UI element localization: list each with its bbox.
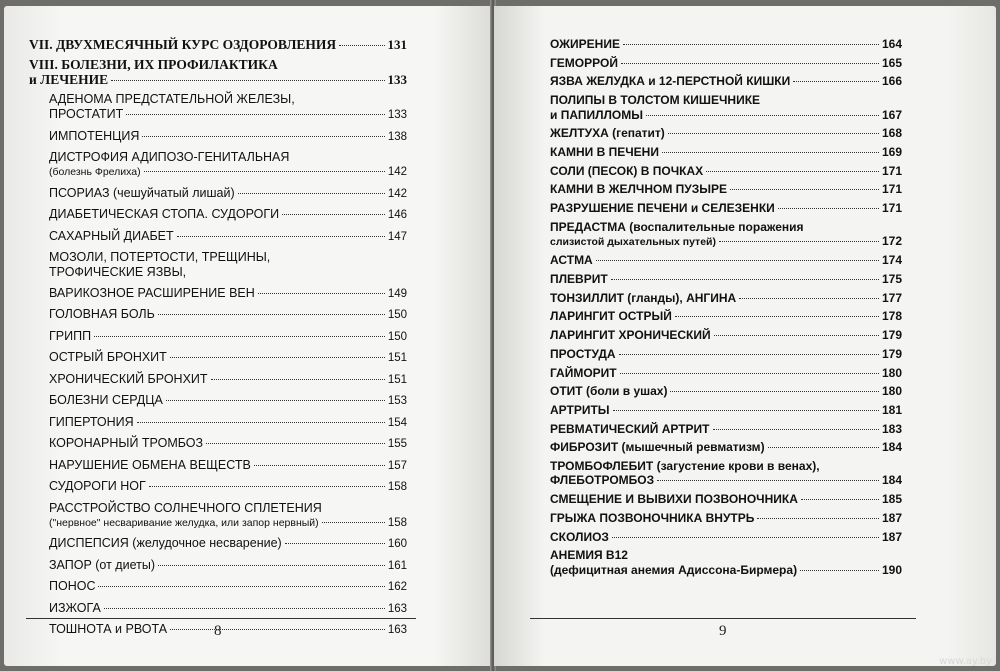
toc-entry [29, 92, 407, 123]
dot-leader [778, 208, 879, 209]
toc-entry-page: 150 [387, 330, 407, 343]
toc-entry-page: 153 [387, 395, 407, 407]
toc-entry-title-cont: ПРОСТАТИТ [49, 107, 124, 121]
toc-entry-title: ТОНЗИЛЛИТ (гланды), АНГИНА [550, 290, 737, 305]
toc-entry [29, 286, 407, 302]
toc-entry-page: 157 [387, 459, 407, 472]
dot-leader [177, 236, 385, 237]
dot-leader [768, 447, 879, 448]
dot-leader [800, 570, 879, 571]
toc-entry-title: ХРОНИЧЕСКИЙ БРОНХИТ [49, 371, 208, 386]
toc-entry-title: ТОШНОТА и РВОТА [49, 622, 168, 636]
toc-entry-title: МОЗОЛИ, ПОТЕРТОСТИ, ТРЕЩИНЫ, [49, 250, 271, 264]
footer-rule-right [530, 618, 916, 619]
toc-entry-title: ПРЕДАСТМА (воспалительные поражения [550, 219, 804, 234]
toc-entry-note: ("нервное" несваривание желудка, или запор нервный) [49, 516, 319, 529]
page-number-right: 9 [719, 623, 727, 639]
dot-leader [596, 260, 879, 261]
toc-entry-title: АНЕМИЯ В12 [550, 548, 628, 563]
toc-entry-page: 169 [881, 144, 902, 159]
toc-entry-page: 174 [881, 253, 902, 268]
toc-entry-page: 171 [881, 163, 902, 178]
toc-entry [29, 393, 407, 409]
dot-leader [657, 480, 879, 481]
toc-entry [29, 307, 407, 323]
toc-entry [550, 126, 902, 141]
toc-entry-page: 179 [881, 328, 902, 343]
toc-entry-page: 163 [387, 624, 407, 636]
toc-entry-page: 180 [881, 384, 902, 399]
toc-entry [550, 422, 902, 437]
footer-rule-left [26, 618, 416, 619]
toc-entry-page: 187 [881, 529, 902, 544]
toc-entry-page: 179 [881, 346, 902, 361]
toc-list-right [550, 37, 902, 581]
dot-leader [719, 241, 879, 242]
toc-entry-page: 133 [387, 72, 407, 87]
toc-entry-page: 165 [881, 55, 902, 70]
dot-leader [670, 391, 879, 392]
dot-leader [126, 114, 385, 115]
toc-entry-page: 167 [881, 107, 902, 122]
toc-entry-page: 172 [881, 234, 902, 249]
toc-entry-title: СУДОРОГИ НОГ [49, 479, 146, 493]
toc-entry-title: ГРЫЖА ПОЗВОНОЧНИКА ВНУТРЬ [550, 510, 755, 525]
dot-leader [142, 136, 384, 137]
toc-entry-title: ИЗЖОГА [49, 600, 101, 615]
toc-entry-title: РАЗРУШЕНИЕ ПЕЧЕНИ и СЕЛЕЗЕНКИ [550, 201, 775, 215]
toc-entry [29, 329, 407, 345]
toc-entry-title: ГРИПП [49, 328, 92, 343]
toc-entry [29, 250, 407, 280]
dot-leader [206, 443, 385, 444]
toc-entry-page: 162 [387, 581, 407, 593]
toc-entry [29, 350, 407, 366]
toc-entry-title: САХАРНЫЙ ДИАБЕТ [49, 228, 174, 243]
toc-entry-page: 184 [881, 440, 902, 455]
toc-entry [29, 372, 407, 388]
toc-entry-page: 180 [881, 365, 902, 380]
toc-entry-page: 171 [881, 201, 902, 215]
dot-leader [730, 189, 879, 190]
toc-entry-title: VII. ДВУХМЕСЯЧНЫЙ КУРС ОЗДОРОВЛЕНИЯ [29, 37, 337, 52]
toc-entry [550, 548, 902, 577]
toc-entry-title: ЗАПОР (от диеты) [49, 557, 155, 572]
toc-entry [29, 479, 407, 495]
dot-leader [158, 314, 385, 315]
toc-entry-page: 183 [881, 421, 902, 436]
toc-entry [550, 309, 902, 324]
dot-leader [613, 410, 879, 411]
toc-entry-title: ЯЗВА ЖЕЛУДКА и 12-ПЕРСТНОЙ КИШКИ [550, 74, 791, 89]
toc-entry [550, 164, 902, 179]
toc-entry [550, 272, 902, 287]
toc-entry-note: слизистой дыхательных путей) [550, 236, 716, 249]
toc-entry-page: 133 [387, 109, 407, 121]
left-page [4, 6, 492, 666]
dot-leader [282, 214, 385, 215]
toc-entry [550, 459, 902, 488]
toc-entry-title: ПСОРИАЗ (чешуйчатый лишай) [49, 185, 235, 200]
toc-entry [29, 129, 407, 145]
toc-entry [550, 328, 902, 343]
toc-entry [550, 366, 902, 381]
toc-entry [29, 558, 407, 574]
toc-entry-title: ДИАБЕТИЧЕСКАЯ СТОПА. СУДОРОГИ [49, 207, 280, 221]
toc-entry-title: ЛАРИНГИТ ХРОНИЧЕСКИЙ [550, 328, 711, 343]
toc-entry-page: 146 [387, 209, 407, 221]
toc-entry [550, 347, 902, 362]
toc-entry-title: КАМНИ В ПЕЧЕНИ [550, 144, 659, 159]
dot-leader [620, 373, 879, 374]
toc-entry [29, 458, 407, 474]
dot-leader [714, 335, 879, 336]
toc-entry [550, 253, 902, 268]
toc-entry-page: 131 [387, 37, 407, 52]
toc-entry-page: 151 [387, 352, 407, 364]
dot-leader [611, 279, 879, 280]
toc-entry-title: ТРОМБОФЛЕБИТ (загустение крови в венах), [550, 458, 820, 473]
toc-entry [550, 74, 902, 89]
toc-entry-title: ЛАРИНГИТ ОСТРЫЙ [550, 309, 672, 324]
toc-entry-title-cont: и ЛЕЧЕНИЕ [29, 72, 109, 87]
dot-leader [144, 171, 385, 172]
toc-entry [550, 403, 902, 418]
toc-entry [29, 601, 407, 617]
toc-entry-page: 155 [387, 438, 407, 450]
toc-entry-page: 142 [387, 187, 407, 200]
toc-entry-title: СМЕЩЕНИЕ И ВЫВИХИ ПОЗВОНОЧНИКА [550, 492, 798, 507]
toc-entry-title: РЕВМАТИЧЕСКИЙ АРТРИТ [550, 421, 710, 436]
toc-entry-page: 187 [881, 510, 902, 525]
toc-entry-title-cont: ФЛЕБОТРОМБОЗ [550, 473, 655, 488]
toc-entry [550, 511, 902, 526]
toc-entry [29, 501, 407, 531]
toc-entry-title: СКОЛИОЗ [550, 529, 609, 544]
toc-entry [550, 291, 902, 306]
dot-leader [623, 44, 879, 45]
toc-entry [29, 207, 407, 223]
toc-entry-page: 178 [881, 309, 902, 324]
dot-leader [713, 429, 879, 430]
toc-entry [29, 415, 407, 431]
page-number-left: 8 [214, 623, 222, 639]
toc-entry-title: ПЛЕВРИТ [550, 272, 608, 287]
toc-entry-title: КАМНИ В ЖЕЛЧНОМ ПУЗЫРЕ [550, 182, 728, 197]
toc-entry-title: АРТРИТЫ [550, 402, 610, 417]
dot-leader [339, 45, 384, 46]
toc-entry-page: 158 [387, 481, 407, 493]
toc-entry-page: 184 [881, 473, 902, 488]
toc-entry [550, 201, 902, 216]
toc-entry [550, 93, 902, 122]
toc-entry [29, 186, 407, 202]
toc-entry [550, 56, 902, 71]
toc-entry-title-cont: и ПАПИЛЛОМЫ [550, 107, 644, 122]
toc-entry [550, 37, 902, 52]
toc-entry-page: 160 [387, 538, 407, 550]
toc-entry [550, 440, 902, 455]
toc-entry-title: ГИПЕРТОНИЯ [49, 414, 134, 429]
dot-leader [662, 152, 879, 153]
dot-leader [285, 543, 385, 544]
toc-entry-title: ДИСПЕПСИЯ (желудочное несварение) [49, 536, 282, 550]
toc-entry-page: 181 [881, 402, 902, 417]
toc-entry-title: ФИБРОЗИТ (мышечный ревматизм) [550, 440, 765, 455]
toc-entry-page: 147 [387, 230, 407, 243]
dot-leader [104, 608, 385, 609]
toc-entry-title-cont: ТРОФИЧЕСКИЕ ЯЗВЫ, [49, 265, 187, 279]
toc-entry [29, 150, 407, 180]
toc-entry-title: ПОНОС [49, 579, 96, 593]
dot-leader [158, 565, 385, 566]
toc-entry [550, 182, 902, 197]
toc-entry-page: 149 [387, 287, 407, 300]
toc-entry-page: 164 [881, 37, 902, 51]
toc-entry [550, 492, 902, 507]
toc-entry-title: VIII. БОЛЕЗНИ, ИХ ПРОФИЛАКТИКА [29, 57, 278, 72]
toc-entry-title: БОЛЕЗНИ СЕРДЦА [49, 393, 163, 407]
dot-leader [668, 133, 879, 134]
toc-entry-page: 177 [881, 290, 902, 305]
dot-leader [757, 518, 879, 519]
dot-leader [137, 422, 385, 423]
toc-entry-page: 138 [387, 130, 407, 143]
toc-entry-title: ОЖИРЕНИЕ [550, 37, 620, 51]
dot-leader [98, 586, 384, 587]
toc-entry-title: ПОЛИПЫ В ТОЛСТОМ КИШЕЧНИКЕ [550, 93, 761, 108]
dot-leader [675, 316, 879, 317]
toc-entry-page: 154 [387, 416, 407, 429]
toc-entry-title: ГОЛОВНАЯ БОЛЬ [49, 307, 155, 321]
dot-leader [801, 499, 879, 500]
toc-entry-title: ОТИТ (боли в ушах) [550, 384, 668, 399]
toc-entry-page: 151 [387, 373, 407, 386]
toc-entry-title: ПРОСТУДА [550, 346, 616, 361]
dot-leader [254, 465, 385, 466]
dot-leader [238, 193, 385, 194]
toc-entry-page: 150 [387, 309, 407, 321]
toc-entry-title: КОРОНАРНЫЙ ТРОМБОЗ [49, 436, 204, 450]
toc-entry-title: СОЛИ (ПЕСОК) В ПОЧКАХ [550, 163, 704, 178]
toc-entry [29, 57, 407, 87]
dot-leader [621, 63, 879, 64]
dot-leader [211, 379, 385, 380]
toc-entry [550, 384, 902, 399]
toc-entry [29, 579, 407, 595]
toc-entry [29, 229, 407, 245]
toc-entry-title: ЖЕЛТУХА (гепатит) [550, 126, 665, 141]
right-page [494, 6, 996, 666]
toc-entry-title: ГАЙМОРИТ [550, 365, 617, 380]
dot-leader [170, 629, 385, 630]
toc-entry-title: ОСТРЫЙ БРОНХИТ [49, 350, 167, 364]
toc-entry-page: 161 [387, 559, 407, 572]
toc-list-left [29, 37, 407, 644]
toc-entry-page: 158 [387, 516, 407, 529]
dot-leader [739, 298, 879, 299]
dot-leader [149, 486, 385, 487]
toc-entry-title-cont: (дефицитная анемия Адиссона-Бирмера) [550, 562, 798, 577]
toc-entry [29, 436, 407, 452]
toc-entry [550, 145, 902, 160]
toc-entry-title: АСТМА [550, 253, 593, 268]
watermark: www.ay.by [939, 656, 992, 667]
toc-entry-page: 166 [881, 74, 902, 89]
toc-entry-title: АДЕНОМА ПРЕДСТАТЕЛЬНОЙ ЖЕЛЕЗЫ, [49, 92, 295, 106]
toc-entry-page: 175 [881, 272, 902, 287]
toc-entry-page: 185 [881, 492, 902, 507]
toc-entry-title: ДИСТРОФИЯ АДИПОЗО-ГЕНИТАЛЬНАЯ [49, 150, 290, 164]
toc-entry-page: 171 [881, 182, 902, 197]
dot-leader [793, 81, 879, 82]
toc-entry-title: ИМПОТЕНЦИЯ [49, 128, 140, 143]
toc-entry-page: 190 [881, 562, 902, 577]
toc-entry-title: ВАРИКОЗНОЕ РАСШИРЕНИЕ ВЕН [49, 285, 255, 300]
dot-leader [170, 357, 385, 358]
dot-leader [94, 336, 385, 337]
toc-entry-title: ГЕМОРРОЙ [550, 55, 618, 70]
dot-leader [166, 400, 385, 401]
toc-entry-title: НАРУШЕНИЕ ОБМЕНА ВЕЩЕСТВ [49, 457, 251, 472]
toc-entry-title: РАССТРОЙСТВО СОЛНЕЧНОГО СПЛЕТЕНИЯ [49, 500, 322, 515]
dot-leader [612, 537, 879, 538]
toc-entry-page: 163 [387, 602, 407, 615]
toc-entry [29, 37, 407, 52]
toc-entry [29, 536, 407, 552]
toc-entry [550, 530, 902, 545]
dot-leader [706, 171, 879, 172]
dot-leader [258, 293, 385, 294]
toc-entry [550, 220, 902, 250]
dot-leader [619, 354, 879, 355]
toc-entry-note: (болезнь Фрелиха) [49, 166, 141, 178]
toc-entry-page: 168 [881, 126, 902, 141]
toc-entry-page: 142 [387, 166, 407, 178]
dot-leader [322, 522, 385, 523]
dot-leader [111, 80, 384, 81]
dot-leader [646, 115, 879, 116]
